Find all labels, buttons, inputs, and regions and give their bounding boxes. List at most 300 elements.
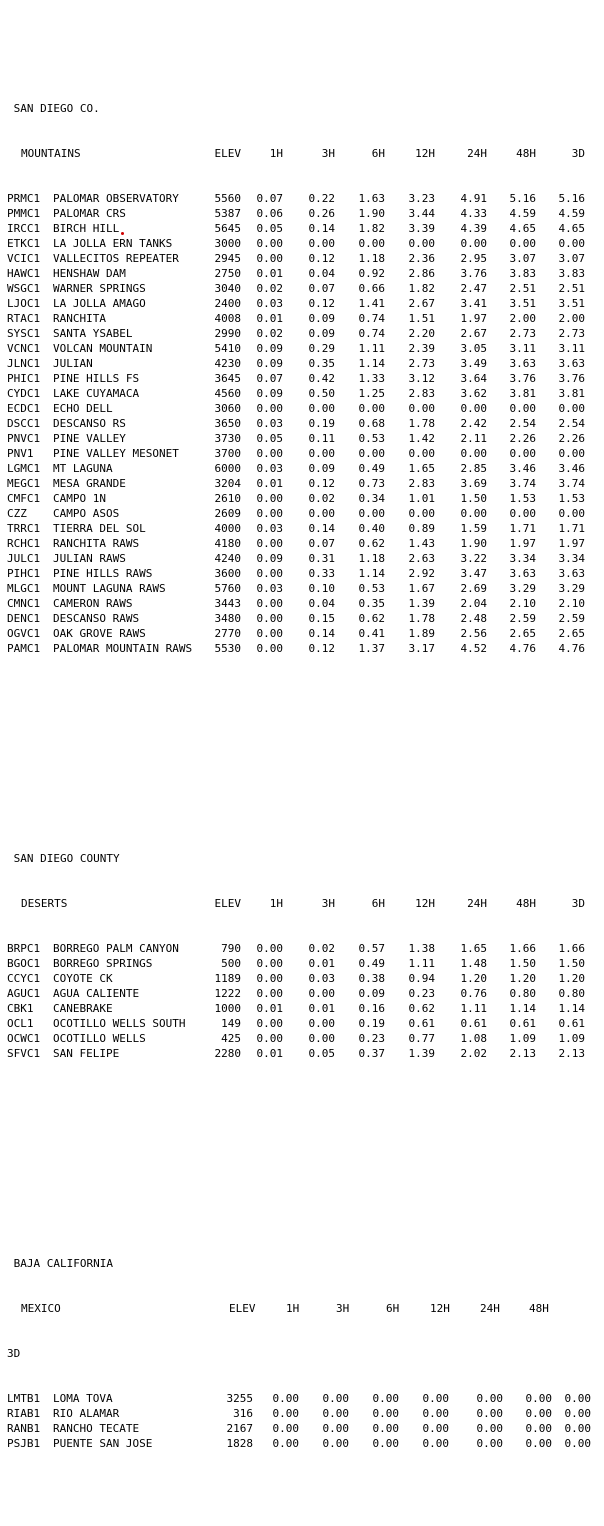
value-24h: 0.00 — [460, 507, 487, 520]
value-3h: 0.04 — [308, 267, 335, 280]
value-elev: 5760 — [214, 582, 241, 595]
station-id: OCL1 — [7, 1017, 34, 1030]
value-1h: 0.09 — [256, 357, 283, 370]
value-3d: 0.80 — [558, 987, 585, 1000]
station-row — [7, 1421, 597, 1436]
value-24h: 3.62 — [460, 387, 487, 400]
station-row — [7, 266, 597, 281]
station-id: PRMC1 — [7, 192, 41, 205]
value-3h: 0.09 — [308, 462, 335, 475]
value-12h: 3.44 — [408, 207, 435, 220]
value-elev: 3645 — [214, 372, 241, 385]
station-id: RCHC1 — [7, 537, 41, 550]
value-3d: 0.00 — [558, 507, 585, 520]
value-elev: 3000 — [214, 237, 241, 250]
station-rows — [7, 191, 597, 656]
col-12h: 12H — [415, 147, 435, 160]
value-24h: 1.59 — [460, 522, 487, 535]
col-24h: 24H — [480, 1302, 500, 1315]
value-elev: 2609 — [214, 507, 241, 520]
value-12h: 2.92 — [408, 567, 435, 580]
col-6h: 6H — [371, 147, 385, 160]
value-3h: 0.09 — [308, 312, 335, 325]
station-row — [7, 971, 597, 986]
value-48h: 0.61 — [509, 1017, 536, 1030]
value-elev: 4008 — [214, 312, 241, 325]
value-3d: 3.83 — [558, 267, 585, 280]
value-12h: 2.39 — [408, 342, 435, 355]
value-3h: 0.00 — [308, 447, 335, 460]
value-elev: 3443 — [214, 597, 241, 610]
value-6h: 0.73 — [358, 477, 385, 490]
value-24h: 0.76 — [460, 987, 487, 1000]
value-3h: 0.35 — [308, 357, 335, 370]
value-3d: 0.61 — [558, 1017, 585, 1030]
value-3d: 1.50 — [558, 957, 585, 970]
value-48h: 4.65 — [509, 222, 536, 235]
station-name: SANTA YSABEL — [53, 327, 133, 340]
station-row — [7, 626, 597, 641]
station-id: PAMC1 — [7, 642, 41, 655]
station-name: COYOTE CK — [53, 972, 113, 985]
col-1h: 1H — [269, 147, 283, 160]
value-elev: 1828 — [226, 1437, 253, 1450]
value-1h: 0.01 — [256, 1002, 283, 1015]
station-name: LA JOLLA AMAGO — [53, 297, 146, 310]
value-48h: 0.00 — [525, 1407, 552, 1420]
header-row — [7, 1301, 597, 1316]
value-12h: 0.61 — [408, 1017, 435, 1030]
value-1h: 0.00 — [272, 1422, 299, 1435]
value-elev: 3040 — [214, 282, 241, 295]
value-48h: 0.80 — [509, 987, 536, 1000]
value-6h: 0.00 — [358, 447, 385, 460]
value-3d: 0.00 — [558, 447, 585, 460]
value-48h: 3.83 — [509, 267, 536, 280]
station-name: PINE VALLEY MESONET — [53, 447, 179, 460]
subregion-name: MOUNTAINS — [21, 147, 81, 160]
station-id: JLNC1 — [7, 357, 41, 370]
col-48h: 48H — [516, 147, 536, 160]
value-3h: 0.02 — [308, 942, 335, 955]
value-6h: 0.62 — [358, 537, 385, 550]
station-name: LA JOLLA ERN TANKS — [53, 237, 173, 250]
value-48h: 3.63 — [509, 567, 536, 580]
value-elev: 5560 — [214, 192, 241, 205]
value-elev: 3700 — [214, 447, 241, 460]
value-12h: 1.67 — [408, 582, 435, 595]
station-name: PINE VALLEY — [53, 432, 126, 445]
station-row — [7, 476, 597, 491]
value-1h: 0.01 — [256, 267, 283, 280]
value-3h: 0.26 — [308, 207, 335, 220]
value-3d: 3.11 — [558, 342, 585, 355]
value-48h: 0.00 — [525, 1437, 552, 1450]
wrapped-header — [7, 1346, 597, 1361]
station-id: OCWC1 — [7, 1032, 41, 1045]
value-elev: 4180 — [214, 537, 241, 550]
value-1h: 0.00 — [256, 1032, 283, 1045]
value-3h: 0.10 — [308, 582, 335, 595]
value-24h: 1.90 — [460, 537, 487, 550]
value-1h: 0.00 — [256, 237, 283, 250]
station-id: TRRC1 — [7, 522, 41, 535]
value-elev: 3204 — [214, 477, 241, 490]
station-id: DSCC1 — [7, 417, 41, 430]
value-48h: 4.76 — [509, 642, 536, 655]
subregion-name: MEXICO — [21, 1302, 61, 1315]
region-name: BAJA CALIFORNIA — [13, 1257, 113, 1270]
value-3d: 2.59 — [558, 612, 585, 625]
value-24h: 2.95 — [460, 252, 487, 265]
value-48h: 4.59 — [509, 207, 536, 220]
value-elev: 4240 — [214, 552, 241, 565]
value-24h: 1.50 — [460, 492, 487, 505]
station-name: MESA GRANDE — [53, 477, 126, 490]
value-elev: 1000 — [214, 1002, 241, 1015]
station-name: RIO ALAMAR — [53, 1407, 120, 1420]
value-6h: 0.00 — [358, 237, 385, 250]
station-row — [7, 236, 597, 251]
value-6h: 1.63 — [358, 192, 385, 205]
value-1h: 0.00 — [256, 507, 283, 520]
station-id: PHIC1 — [7, 372, 41, 385]
value-elev: 3730 — [214, 432, 241, 445]
value-48h: 3.81 — [509, 387, 536, 400]
col-48h: 48H — [516, 897, 536, 910]
value-3d: 3.51 — [558, 297, 585, 310]
value-48h: 3.11 — [509, 342, 536, 355]
value-24h: 3.41 — [460, 297, 487, 310]
station-id: RIAB1 — [7, 1407, 41, 1420]
station-name: WARNER SPRINGS — [53, 282, 146, 295]
value-elev: 4230 — [214, 357, 241, 370]
value-3h: 0.00 — [308, 237, 335, 250]
station-row — [7, 491, 597, 506]
value-24h: 3.49 — [460, 357, 487, 370]
station-name: TIERRA DEL SOL — [53, 522, 146, 535]
value-elev: 5645 — [214, 222, 241, 235]
value-6h: 1.14 — [358, 567, 385, 580]
station-row — [7, 1031, 597, 1046]
value-48h: 0.00 — [509, 507, 536, 520]
value-3h: 0.14 — [308, 627, 335, 640]
value-6h: 1.14 — [358, 357, 385, 370]
header-row — [7, 896, 597, 911]
value-3h: 0.00 — [308, 1032, 335, 1045]
value-1h: 0.03 — [256, 417, 283, 430]
col-12h: 12H — [415, 897, 435, 910]
value-1h: 0.00 — [256, 447, 283, 460]
section-mountains — [7, 71, 597, 686]
value-6h: 1.18 — [358, 252, 385, 265]
value-3h: 0.07 — [308, 282, 335, 295]
station-name: OCOTILLO WELLS — [53, 1032, 146, 1045]
value-elev: 2990 — [214, 327, 241, 340]
value-24h: 0.00 — [460, 402, 487, 415]
value-3h: 0.50 — [308, 387, 335, 400]
station-name: BORREGO SPRINGS — [53, 957, 153, 970]
value-3h: 0.00 — [322, 1437, 349, 1450]
value-1h: 0.06 — [256, 207, 283, 220]
value-elev: 5387 — [214, 207, 241, 220]
value-3h: 0.12 — [308, 642, 335, 655]
value-24h: 1.97 — [460, 312, 487, 325]
value-48h: 5.16 — [509, 192, 536, 205]
station-row — [7, 596, 597, 611]
station-row — [7, 326, 597, 341]
value-12h: 0.00 — [422, 1392, 449, 1405]
value-48h: 2.13 — [509, 1047, 536, 1060]
station-name: AGUA CALIENTE — [53, 987, 140, 1000]
value-3h: 0.12 — [308, 252, 335, 265]
value-elev: 4000 — [214, 522, 241, 535]
station-id: SYSC1 — [7, 327, 41, 340]
value-12h: 0.23 — [408, 987, 435, 1000]
value-3h: 0.00 — [308, 1017, 335, 1030]
value-12h: 0.62 — [408, 1002, 435, 1015]
value-6h: 0.00 — [372, 1407, 399, 1420]
value-48h: 2.10 — [509, 597, 536, 610]
value-6h: 0.49 — [358, 462, 385, 475]
value-24h: 2.47 — [460, 282, 487, 295]
value-48h: 3.34 — [509, 552, 536, 565]
value-48h: 2.00 — [509, 312, 536, 325]
value-1h: 0.03 — [256, 297, 283, 310]
value-48h: 0.00 — [509, 402, 536, 415]
value-48h: 1.50 — [509, 957, 536, 970]
col-12h: 12H — [430, 1302, 450, 1315]
value-3h: 0.29 — [308, 342, 335, 355]
value-12h: 1.01 — [408, 492, 435, 505]
value-48h: 3.07 — [509, 252, 536, 265]
col-elev: ELEV — [229, 1302, 256, 1315]
value-3d: 3.74 — [558, 477, 585, 490]
station-name: OAK GROVE RAWS — [53, 627, 146, 640]
value-12h: 2.83 — [408, 477, 435, 490]
value-3d: 3.34 — [558, 552, 585, 565]
value-3h: 0.02 — [308, 492, 335, 505]
value-12h: 1.78 — [408, 417, 435, 430]
station-id: JULC1 — [7, 552, 41, 565]
value-12h: 3.12 — [408, 372, 435, 385]
value-1h: 0.00 — [256, 252, 283, 265]
value-3d: 0.00 — [564, 1437, 591, 1450]
value-3h: 0.12 — [308, 297, 335, 310]
value-12h: 2.20 — [408, 327, 435, 340]
value-3h: 0.12 — [308, 477, 335, 490]
value-6h: 0.38 — [358, 972, 385, 985]
station-row — [7, 311, 597, 326]
station-id: CZZ — [7, 507, 27, 520]
station-id: CCYC1 — [7, 972, 41, 985]
station-name: HENSHAW DAM — [53, 267, 126, 280]
section-deserts — [7, 821, 597, 1091]
station-name: OCOTILLO WELLS SOUTH — [53, 1017, 186, 1030]
value-12h: 2.73 — [408, 357, 435, 370]
value-6h: 0.00 — [372, 1437, 399, 1450]
station-id: MLGC1 — [7, 582, 41, 595]
value-48h: 3.29 — [509, 582, 536, 595]
station-id: LJOC1 — [7, 297, 41, 310]
value-1h: 0.00 — [272, 1437, 299, 1450]
station-name: LOMA TOVA — [53, 1392, 113, 1405]
station-row — [7, 1046, 597, 1061]
value-48h: 3.63 — [509, 357, 536, 370]
station-row — [7, 986, 597, 1001]
value-48h: 1.20 — [509, 972, 536, 985]
station-row — [7, 611, 597, 626]
station-name: DESCANSO RS — [53, 417, 126, 430]
value-1h: 0.01 — [256, 1047, 283, 1060]
value-elev: 5530 — [214, 642, 241, 655]
value-48h: 2.73 — [509, 327, 536, 340]
value-3d: 2.65 — [558, 627, 585, 640]
value-6h: 1.33 — [358, 372, 385, 385]
station-id: OGVC1 — [7, 627, 41, 640]
value-48h: 3.74 — [509, 477, 536, 490]
value-3d: 3.63 — [558, 567, 585, 580]
value-1h: 0.07 — [256, 372, 283, 385]
station-rows — [7, 1391, 597, 1451]
value-3d: 2.73 — [558, 327, 585, 340]
value-1h: 0.03 — [256, 462, 283, 475]
station-row — [7, 431, 597, 446]
station-row — [7, 401, 597, 416]
value-3h: 0.01 — [308, 1002, 335, 1015]
value-48h: 2.65 — [509, 627, 536, 640]
value-24h: 1.08 — [460, 1032, 487, 1045]
value-24h: 3.76 — [460, 267, 487, 280]
station-row — [7, 1016, 597, 1031]
value-3d: 3.46 — [558, 462, 585, 475]
value-12h: 2.36 — [408, 252, 435, 265]
station-row — [7, 956, 597, 971]
station-row — [7, 251, 597, 266]
value-1h: 0.00 — [272, 1407, 299, 1420]
station-id: RANB1 — [7, 1422, 41, 1435]
value-48h: 1.53 — [509, 492, 536, 505]
station-row — [7, 1001, 597, 1016]
station-id: HAWC1 — [7, 267, 41, 280]
value-1h: 0.05 — [256, 222, 283, 235]
value-3d: 0.00 — [558, 402, 585, 415]
value-3h: 0.00 — [322, 1422, 349, 1435]
value-12h: 1.39 — [408, 1047, 435, 1060]
value-48h: 2.51 — [509, 282, 536, 295]
value-3d: 1.20 — [558, 972, 585, 985]
value-12h: 0.89 — [408, 522, 435, 535]
value-12h: 1.51 — [408, 312, 435, 325]
value-3d: 2.54 — [558, 417, 585, 430]
value-6h: 0.00 — [372, 1422, 399, 1435]
value-1h: 0.00 — [256, 402, 283, 415]
red-dot-mark — [121, 232, 124, 235]
value-24h: 4.39 — [460, 222, 487, 235]
value-3d: 1.71 — [558, 522, 585, 535]
value-6h: 0.41 — [358, 627, 385, 640]
value-3d: 2.26 — [558, 432, 585, 445]
value-12h: 1.82 — [408, 282, 435, 295]
value-24h: 0.00 — [460, 237, 487, 250]
value-24h: 3.22 — [460, 552, 487, 565]
station-rows — [7, 941, 597, 1061]
value-elev: 2280 — [214, 1047, 241, 1060]
station-row — [7, 1391, 597, 1406]
station-name: RANCHO TECATE — [53, 1422, 140, 1435]
col-1h: 1H — [286, 1302, 300, 1315]
station-row — [7, 1406, 597, 1421]
value-6h: 1.82 — [358, 222, 385, 235]
station-row — [7, 296, 597, 311]
value-6h: 0.74 — [358, 312, 385, 325]
value-3h: 0.05 — [308, 1047, 335, 1060]
station-name: DESCANSO RAWS — [53, 612, 140, 625]
value-12h: 0.00 — [408, 237, 435, 250]
station-id: ETKC1 — [7, 237, 41, 250]
value-1h: 0.00 — [256, 627, 283, 640]
station-id: VCIC1 — [7, 252, 41, 265]
region-name: SAN DIEGO COUNTY — [13, 852, 120, 865]
value-1h: 0.00 — [256, 987, 283, 1000]
value-48h: 1.14 — [509, 1002, 536, 1015]
value-48h: 3.51 — [509, 297, 536, 310]
station-id: AGUC1 — [7, 987, 41, 1000]
value-24h: 0.00 — [476, 1392, 503, 1405]
value-3h: 0.00 — [322, 1392, 349, 1405]
value-elev: 5410 — [214, 342, 241, 355]
value-elev: 1222 — [214, 987, 241, 1000]
value-3d: 3.76 — [558, 372, 585, 385]
value-6h: 1.90 — [358, 207, 385, 220]
value-1h: 0.00 — [256, 1017, 283, 1030]
value-24h: 3.64 — [460, 372, 487, 385]
value-24h: 2.48 — [460, 612, 487, 625]
value-6h: 0.16 — [358, 1002, 385, 1015]
station-name: PALOMAR OBSERVATORY — [53, 192, 179, 205]
station-id: CMNC1 — [7, 597, 41, 610]
value-elev: 3255 — [226, 1392, 253, 1405]
value-24h: 1.65 — [460, 942, 487, 955]
value-48h: 2.54 — [509, 417, 536, 430]
value-6h: 0.40 — [358, 522, 385, 535]
value-1h: 0.00 — [256, 942, 283, 955]
station-name: BIRCH HILL — [53, 222, 120, 235]
station-row — [7, 536, 597, 551]
value-3h: 0.00 — [308, 987, 335, 1000]
value-24h: 1.20 — [460, 972, 487, 985]
station-row — [7, 341, 597, 356]
col-3h: 3H — [336, 1302, 350, 1315]
station-name: JULIAN RAWS — [53, 552, 126, 565]
station-row — [7, 506, 597, 521]
value-3d: 3.81 — [558, 387, 585, 400]
value-6h: 0.74 — [358, 327, 385, 340]
value-3h: 0.14 — [308, 522, 335, 535]
value-24h: 0.00 — [476, 1422, 503, 1435]
station-name: RANCHITA RAWS — [53, 537, 140, 550]
value-3d: 4.65 — [558, 222, 585, 235]
col-3d: 3D — [571, 147, 585, 160]
station-row — [7, 446, 597, 461]
value-6h: 0.53 — [358, 582, 385, 595]
station-name: CAMERON RAWS — [53, 597, 133, 610]
station-row — [7, 941, 597, 956]
station-row — [7, 416, 597, 431]
value-12h: 1.89 — [408, 627, 435, 640]
station-id: WSGC1 — [7, 282, 41, 295]
value-3d: 3.29 — [558, 582, 585, 595]
